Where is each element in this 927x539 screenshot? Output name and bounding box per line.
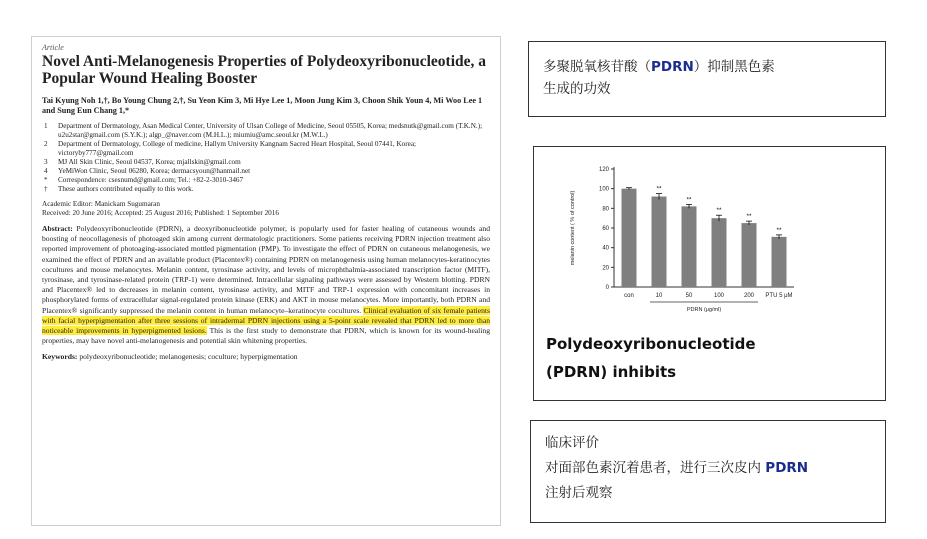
bar: [682, 206, 697, 287]
pdrn-effect-line1: 多聚脱氧核苷酸（PDRN）抑制黑色素: [543, 59, 775, 75]
x-axis-label: PDRN (μg/ml): [686, 307, 722, 313]
y-axis-label: melanin content ( % of control): [570, 190, 576, 266]
x-tick-label: 10: [655, 293, 663, 299]
academic-editor: Academic Editor: Manickam Sugumaran: [42, 200, 160, 208]
y-tick-label: 60: [602, 226, 609, 232]
clinical-evaluation-box: [530, 420, 886, 523]
keywords: [42, 352, 490, 362]
abstract-text: Polydeoxyribonucleotide (PDRN), a deoxyribonucleotide polymer, is popularly used for faster healing of cutaneous wounds and boosting of neocollagenesis of photoaged skin among current dermatologic practitioners. Some patients receiving PDRN injection treatment also reported improvement of photoaging-associated mottled pigmentation (PMP). To investigate the effect of PDRN on cutaneous melanogenesis, we examined the effect of PDRN and an available product (Placentex®) containing PDRN on melanogenesis using human melanocytes-keratinocytes cocultures and mouse melanocytes. Melanin content, tyrosinase activity, and levels of microphthalmia-associated transcription factor (MITF), tyrosinase, and tyrosinase-related protein (TRP-1) were determined. Intracellular signaling pathways were assessed by Western blotting. PDRN and Placentex® led to decreases in melanin content, tyrosinase activity, and MITF and TRP-1 expression with concomitant increases in phosphorylated forms of extracellular signal-regulated protein kinase (ERK) and AKT in mouse melanocytes. More importantly, both PDRN and Placentex® significantly suppressed the melanin content in human melanocyte–keratinocyte cocultures.: [42, 224, 490, 315]
y-tick-label: 40: [602, 245, 609, 252]
publication-dates: Received: 20 June 2016; Accepted: 25 August 2016; Published: 1 September 2016: [42, 209, 279, 217]
bar: [712, 218, 727, 287]
affiliations: [42, 122, 490, 194]
keywords-label: Keywords:: [42, 352, 78, 362]
significance-label: **: [656, 185, 662, 193]
affiliation-item: 2 Department of Dermatology, College of medicine, Hallym University Kangnam Sacred Heart Hospital, Seoul 07441, Korea; victoryby777@gmail.com: [44, 140, 417, 157]
pdrn-effect-line2: 生成的功效: [543, 81, 611, 97]
abstract-highlight: Clinical evaluation of six female patients with facial hyperpigmentation after three sessions of intradermal PDRN injections using a 5-point scale revealed that PDRN led to more than noticeable improvements in hyperpigmented lesions.: [42, 305, 490, 336]
figure-box: [533, 146, 886, 401]
y-tick-label: 20: [602, 265, 609, 272]
keywords-text: polydeoxyribonucleotide; melanogenesis; coculture; hyperpigmentation: [77, 352, 298, 362]
paper-authors: Tai Kyung Noh 1,†, Bo Young Chung 2,†, Su Yeon Kim 3, Mi Hye Lee 1, Moon Jung Kim 3, Choon Shik Youn 4, Mi Woo Lee 1 and Sung Eun Chang 1,*: [42, 96, 483, 115]
bar: [652, 197, 667, 287]
x-tick-label: 100: [713, 293, 725, 299]
abstract-tail: This is the first study to demonstrate that PDRN, which is known for its wound-healing properties, may have novel anti-melanogenesis and potential skin whitening properties.: [42, 326, 490, 346]
y-tick-label: 80: [602, 206, 609, 213]
significance-label: **: [686, 196, 692, 204]
article-label: Article: [42, 43, 64, 52]
clinical-line2: 注射后观察: [545, 485, 613, 501]
bar: [742, 223, 757, 287]
figure-caption-line2: (PDRN) inhibits: [546, 363, 677, 381]
affiliation-item: † These authors contributed equally to this work.: [44, 185, 194, 193]
pdrn-effect-box: [528, 41, 886, 117]
x-tick-label: 50: [685, 293, 693, 299]
bar: [622, 189, 637, 287]
affiliation-item: 4 YeMiWon Clinic, Seoul 06280, Korea; dermacsyoun@hanmail.net: [44, 167, 251, 175]
affiliation-item: 3 MJ All Skin Clinic, Seoul 04537, Korea; mjallskin@gmail.com: [44, 158, 241, 166]
significance-label: **: [716, 207, 722, 215]
pdrn-brand: PDRN: [765, 460, 809, 476]
pdrn-brand: PDRN: [651, 59, 694, 75]
x-tick-label: con: [624, 293, 634, 299]
significance-label: **: [776, 226, 782, 234]
x-tick-label: 200: [743, 293, 755, 299]
melanin-bar-chart: [562, 155, 822, 333]
y-tick-label: 120: [598, 167, 609, 173]
clinical-line1: 对面部色素沉着患者，进行三次皮内 PDRN: [545, 460, 809, 476]
affiliation-item: * Correspondence: csesnumd@gmail.com; Tel.: +82-2-3010-3467: [44, 176, 244, 184]
x-tick-label: PTU 5 μM: [765, 293, 793, 299]
figure-caption: [546, 330, 756, 386]
abstract-label: Abstract:: [42, 224, 73, 233]
abstract: [42, 224, 490, 346]
y-tick-label: 0: [605, 285, 609, 291]
y-tick-label: 100: [598, 186, 609, 193]
affiliation-item: 1 Department of Dermatology, Asan Medical Center, University of Ulsan College of Medicine, Seoul 05505, Korea; medsnutk@gmail.com (T.K.N.); u2u2star@gmail.com (S.Y.K.); algp_@naver.com (M.H.L.); miumiu@amc.seoul.kr (M.W.L.): [44, 122, 483, 139]
clinical-heading: 临床评价: [545, 435, 599, 451]
significance-label: **: [746, 213, 752, 221]
paper-meta: [42, 200, 490, 218]
paper-title: Novel Anti-Melanogenesis Properties of Polydeoxyribonucleotide, a Popular Wound Healing Booster: [42, 53, 486, 87]
bar: [772, 237, 787, 287]
figure-caption-line1: Polydeoxyribonucleotide: [546, 335, 756, 353]
paper-page: [31, 36, 501, 526]
